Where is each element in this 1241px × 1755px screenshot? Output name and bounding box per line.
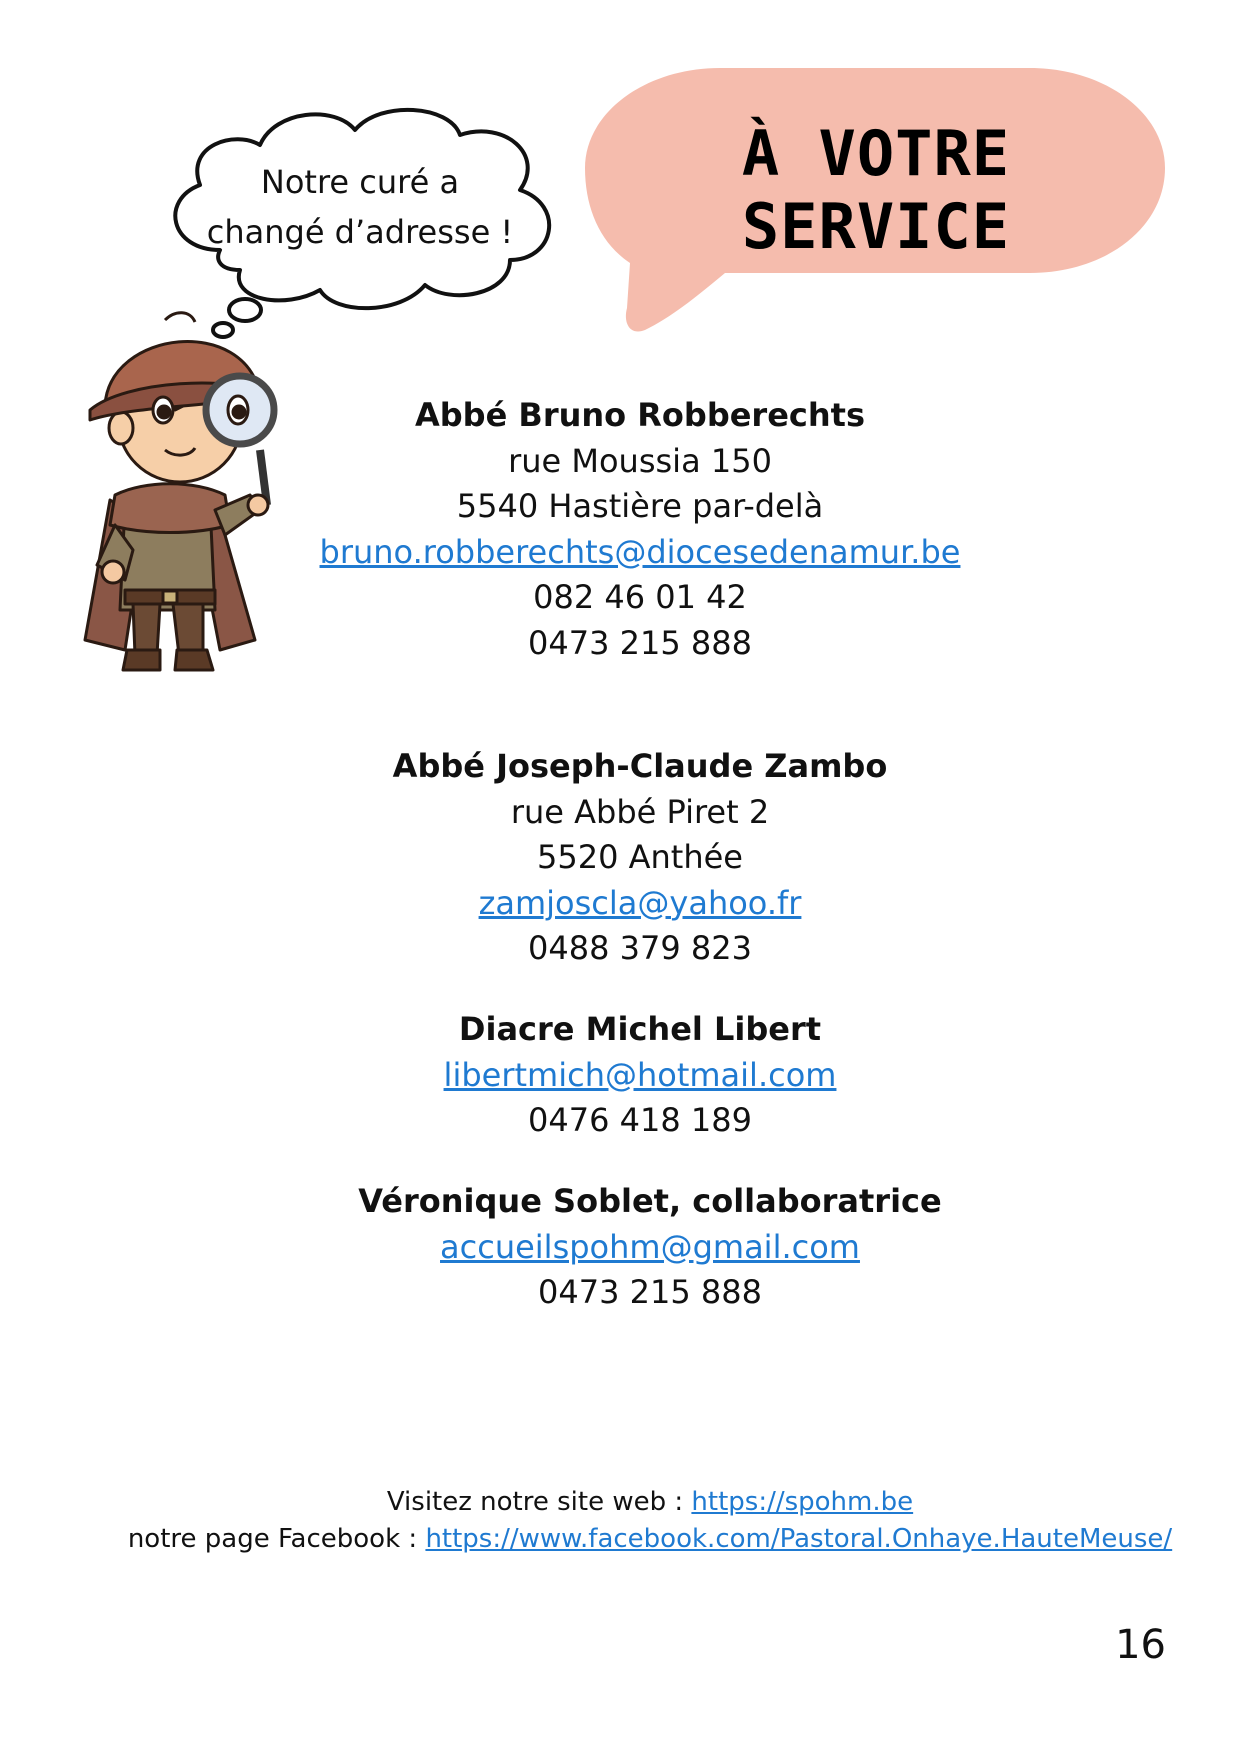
site-link[interactable]: https://spohm.be [691, 1487, 914, 1517]
footer-site-label: Visitez notre site web : [386, 1487, 692, 1517]
contact-email-link[interactable]: zamjoscla@yahoo.fr [478, 883, 802, 922]
contact-phone: 0473 215 888 [528, 623, 752, 662]
detective-with-magnifier-icon [55, 310, 315, 690]
contact-phone: 082 46 01 42 [533, 578, 747, 616]
contact-phone: 0476 418 189 [528, 1101, 752, 1139]
thought-line-1: Notre curé a [260, 163, 460, 201]
contact-card [290, 744, 990, 972]
footer [60, 1484, 1240, 1558]
contact-name: Véronique Soblet, collaboratrice [358, 1182, 942, 1220]
contact-email-link[interactable]: bruno.robberechts@diocesedenamur.be [319, 532, 961, 571]
contact-card [300, 1179, 1000, 1316]
footer-facebook-label: notre page Facebook : [127, 1524, 426, 1554]
contact-street: rue Moussia 150 [508, 441, 772, 480]
thought-bubble-text [160, 157, 560, 257]
footer-facebook-line [60, 1521, 1240, 1558]
contact-card [290, 1007, 990, 1144]
footer-site-line [60, 1484, 1240, 1521]
contact-name: Abbé Bruno Robberechts [415, 396, 865, 434]
facebook-link[interactable]: https://www.facebook.com/Pastoral.Onhaye.HauteMeuse/ [425, 1524, 1173, 1554]
contact-card [290, 393, 990, 666]
page-number: 16 [1115, 1622, 1166, 1668]
contact-email-link[interactable]: libertmich@hotmail.com [443, 1055, 837, 1094]
thought-line-2: changé d’adresse ! [206, 213, 514, 251]
page-title: À VOTRE SERVICE [741, 117, 1011, 263]
contact-phone: 0488 379 823 [528, 929, 752, 967]
contact-city: 5520 Anthée [537, 838, 743, 876]
contact-email-link[interactable]: accueilspohm@gmail.com [440, 1227, 860, 1266]
contact-name: Abbé Joseph-Claude Zambo [392, 747, 888, 785]
contact-name: Diacre Michel Libert [458, 1010, 822, 1048]
contact-street: rue Abbé Piret 2 [510, 792, 770, 831]
contact-phone: 0473 215 888 [538, 1273, 762, 1311]
contact-city: 5540 Hastière par-delà [456, 487, 824, 525]
